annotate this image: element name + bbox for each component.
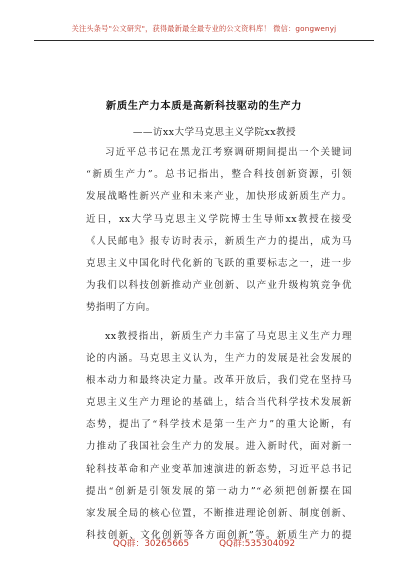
paragraph-line: 力推动了我国社会生产力的发展。进入新时代，面对新一 — [86, 441, 352, 453]
paragraph-line: 克思主义生产力理论的基础上，结合当代科学技术发展新 — [86, 397, 352, 409]
paragraph-line: 提出“创新是引领发展的第一动力”“必须把创新摆在国 — [86, 485, 352, 497]
header-divider — [34, 40, 374, 41]
document-byline: ——访xx大学马克思主义学院xx教授 — [132, 127, 296, 138]
paragraph-line: 科技创新、文化创新等各方面创新”等。新质生产力的提 — [86, 530, 352, 542]
paragraph-line: 家发展全局的核心位置，不断推进理论创新、制度创新、 — [86, 508, 352, 519]
promo-banner: 关注头条号"公文研究"，获得最新最全最专业的公文资料库！ 微信：gongwenyj — [71, 24, 337, 33]
paragraph-line: 克思主义中国化时代化新的飞跃的重要标志之一，进一步 — [86, 257, 352, 269]
paragraph-line: 近日，xx大学马克思主义学院博士生导师xx教授在接受 — [86, 213, 352, 225]
paragraph-line: 论的内涵。马克思主义认为，生产力的发展是社会发展的 — [86, 352, 352, 364]
qq-group-2: QQ群:535304092 — [219, 539, 296, 549]
paragraph-2 — [86, 326, 352, 548]
document-title: 新质生产力本质是高新科技驱动的生产力 — [105, 100, 303, 112]
document-body — [86, 142, 352, 547]
paragraph-line: 根本动力和最终决定力量。改革开放后，我们党在坚持马 — [86, 374, 352, 386]
paragraph-line: 发展战略性新兴产业和未来产业，加快形成新质生产力。 — [86, 191, 352, 203]
paragraph-line: 《人民邮电》报专访时表示，新质生产力的提出，成为马 — [86, 235, 352, 247]
qq-group-1: QQ群：30265665 — [112, 539, 190, 549]
footer-contact — [0, 536, 408, 549]
paragraph-1 — [86, 142, 352, 320]
paragraph-line: 态势，提出了“科学技术是第一生产力”的重大论断，有 — [86, 419, 352, 431]
paragraph-line: 轮科技革命和产业变革加速演进的新态势，习近平总书记 — [86, 463, 352, 475]
paragraph-line: xx教授指出，新质生产力丰富了马克思主义生产力理 — [105, 330, 352, 342]
paragraph-line: 势指明了方向。 — [86, 302, 156, 314]
paragraph-line: 为我们以科技创新推动产业创新、以产业升级构筑竞争优 — [86, 280, 352, 292]
paragraph-line: 习近平总书记在黑龙江考察调研期间提出一个关键词 — [105, 147, 352, 158]
paragraph-line: “新质生产力”。总书记指出，整合科技创新资源，引领 — [86, 169, 352, 181]
